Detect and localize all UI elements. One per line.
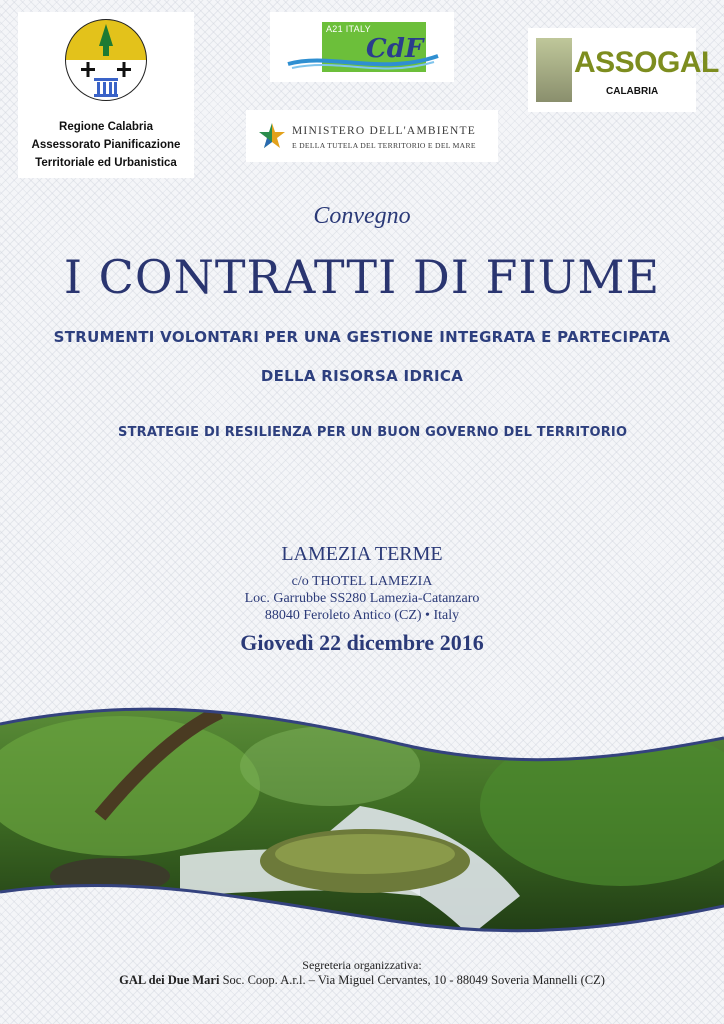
secretary-label: Segreteria organizzativa: [302,958,422,972]
venue-address-2: 88040 Feroleto Antico (CZ) • Italy [264,608,460,623]
a21-tag: A21 ITALY [326,24,371,34]
secretary-org [0,973,724,988]
subtitle-line-2: DELLA RISORSA IDRICA [260,367,464,385]
regione-calabria-logo [18,12,194,178]
venue-block [0,573,724,624]
assogal-name: ASSOGAL [574,46,719,79]
secretary-org-address: Soc. Coop. A.r.l. – Via Miguel Cervantes, 10 - 88049 Soveria Mannelli (CZ) [219,973,605,987]
city: LAMEZIA TERME [281,543,443,565]
subtitle-line-1: STRUMENTI VOLONTARI PER UNA GESTIONE INTEGRATA E PARTECIPATA [53,328,671,346]
venue-address-1: Loc. Garrubbe SS280 Lamezia-Catanzaro [244,591,480,606]
olive-tree-icon [536,38,572,102]
ministero-line-1: MINISTERO DELL'AMBIENTE [292,125,476,137]
regione-line-2: Assessorato Pianificazione [31,139,181,151]
event-date: Giovedì 22 dicembre 2016 [240,630,484,655]
venue-name: c/o THOTEL LAMEZIA [291,574,433,589]
regione-line-1: Regione Calabria [59,121,153,133]
regione-calabria-coat-of-arms [64,16,148,114]
ministero-line-2: E DELLA TUTELA DEL TERRITORIO E DEL MARE [292,141,476,150]
subtitle-line-3: STRATEGIE DI RESILIENZA PER UN BUON GOVERNO DEL TERRITORIO [118,425,628,440]
ministero-ambiente-logo [246,110,498,162]
event-type: Convegno [313,203,411,229]
assogal-sub: CALABRIA [606,86,659,97]
assogal-logo [528,28,719,112]
river-forest-photo [0,696,724,942]
star-icon [258,122,286,150]
page-title: I CONTRATTI DI FIUME [63,250,661,304]
river-wave-icon [270,12,454,82]
secretary-org-name: GAL dei Due Mari [119,973,220,987]
a21-cdf-text: CdF [366,34,424,64]
regione-line-3: Territoriale ed Urbanistica [35,157,177,169]
a21-cdf-logo [270,12,454,82]
